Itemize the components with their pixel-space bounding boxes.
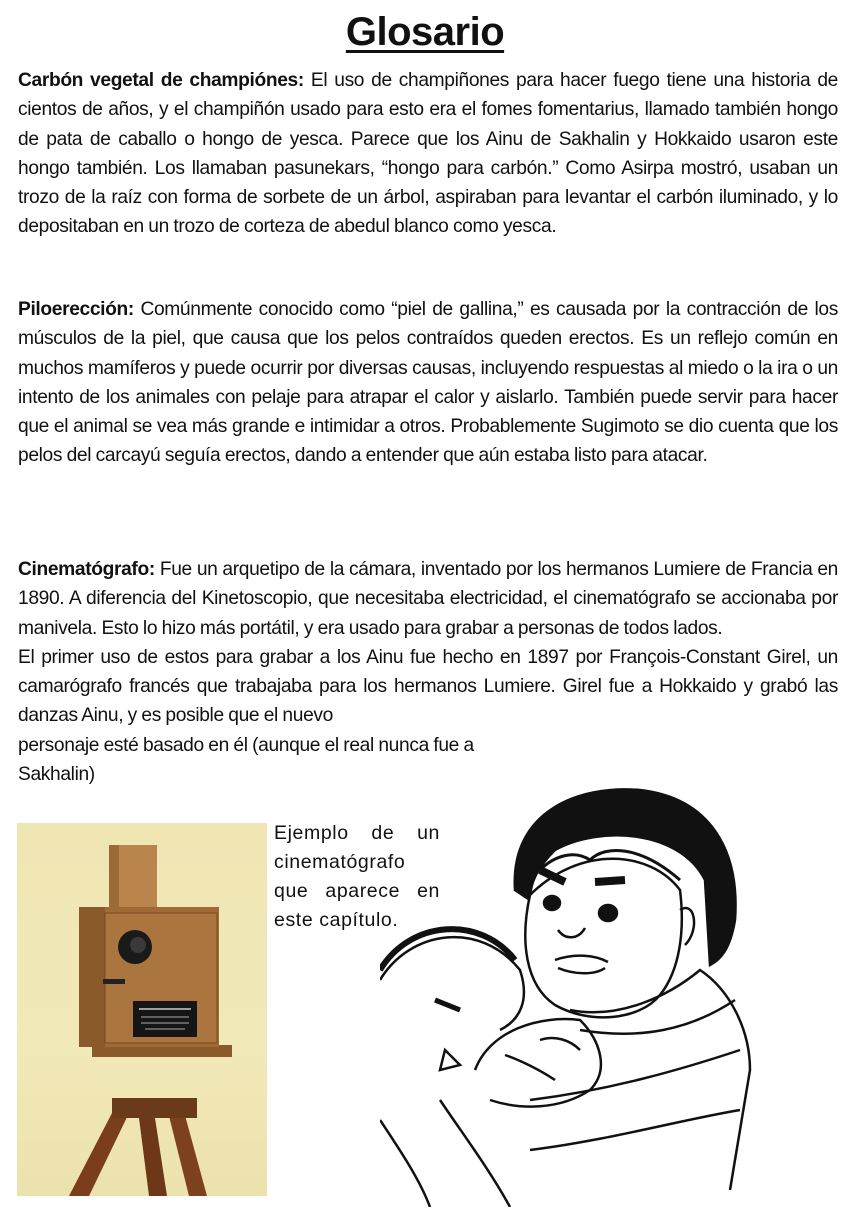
figure-caption: Ejemplo de un cinematógrafo que aparece en este capítulo. (274, 822, 440, 931)
cinematograph-photo (17, 823, 267, 1196)
glossary-entry-piloereccion (18, 295, 838, 471)
camera-on-tripod-icon (17, 823, 267, 1196)
manga-characters-icon (380, 770, 850, 1207)
glossary-entry-carbon (18, 66, 838, 242)
entry-term: Cinematógrafo: (18, 559, 155, 580)
entry-term: Carbón vegetal de champiónes: (18, 70, 304, 91)
entry-text: Fue un arquetipo de la cámara, inventado por los hermanos Lumiere de Francia en 1890. A diferencia del Kinetoscopio, que necesitaba electricidad, el cinematógrafo se accionaba por manivela. Esto lo hizo más portátil, y era usado para grabar a personas de todos lados. (18, 559, 838, 639)
entry-term: Piloerección: (18, 299, 134, 320)
entry-text-continued: El primer uso de estos para grabar a los Ainu fue hecho en 1897 por François-Constant Girel, un camarógrafo francés que trabajaba para los hermanos Lumiere. Girel fue a Hokkaido y grabó las danzas Ainu, y es posible que el nuevo (18, 646, 838, 727)
entry-text: Comúnmente conocido como “piel de gallina,” es causada por la contracción de los músculos de la piel, que causa que los pelos contraídos queden erectos. Es un reflejo común en muchos mamíferos y puede ocurrir por diversas causas, incluyendo respuestas al miedo o la ira o un intento de los animales con pelaje para atrapar el calor y aislarlo. También puede servir para hacer que el animal se vea más grande e intimidar a otros. Probablemente Sugimoto se dio cuenta que los pelos del carcayú seguía erectos, dando a entender que aún estaba listo para atacar. (18, 299, 838, 467)
entry-text: El uso de champiñones para hacer fuego tiene una historia de cientos de años, y el champiñón usado para esto era el fomes fomentarius, llamado también hongo de pata de caballo o hongo de yesca. Parece que los Ainu de Sakhalin y Hokkaido usaron este hongo también. Los llamaban pasunekars, “hongo para carbón.” Como Asirpa mostró, usaban un trozo de la raíz con forma de sorbete de un árbol, aspiraban para levantar el carbón iluminado, y lo depositaban en un trozo de corteza de abedul blanco como yesca. (18, 70, 838, 238)
manga-illustration (380, 770, 850, 1207)
page-title: Glosario (345, 10, 505, 54)
glossary-entry-cinematografo (18, 555, 838, 789)
entry-text-end: personaje esté basado en él (aunque el real nunca fue a Sakhalin) (18, 734, 474, 786)
